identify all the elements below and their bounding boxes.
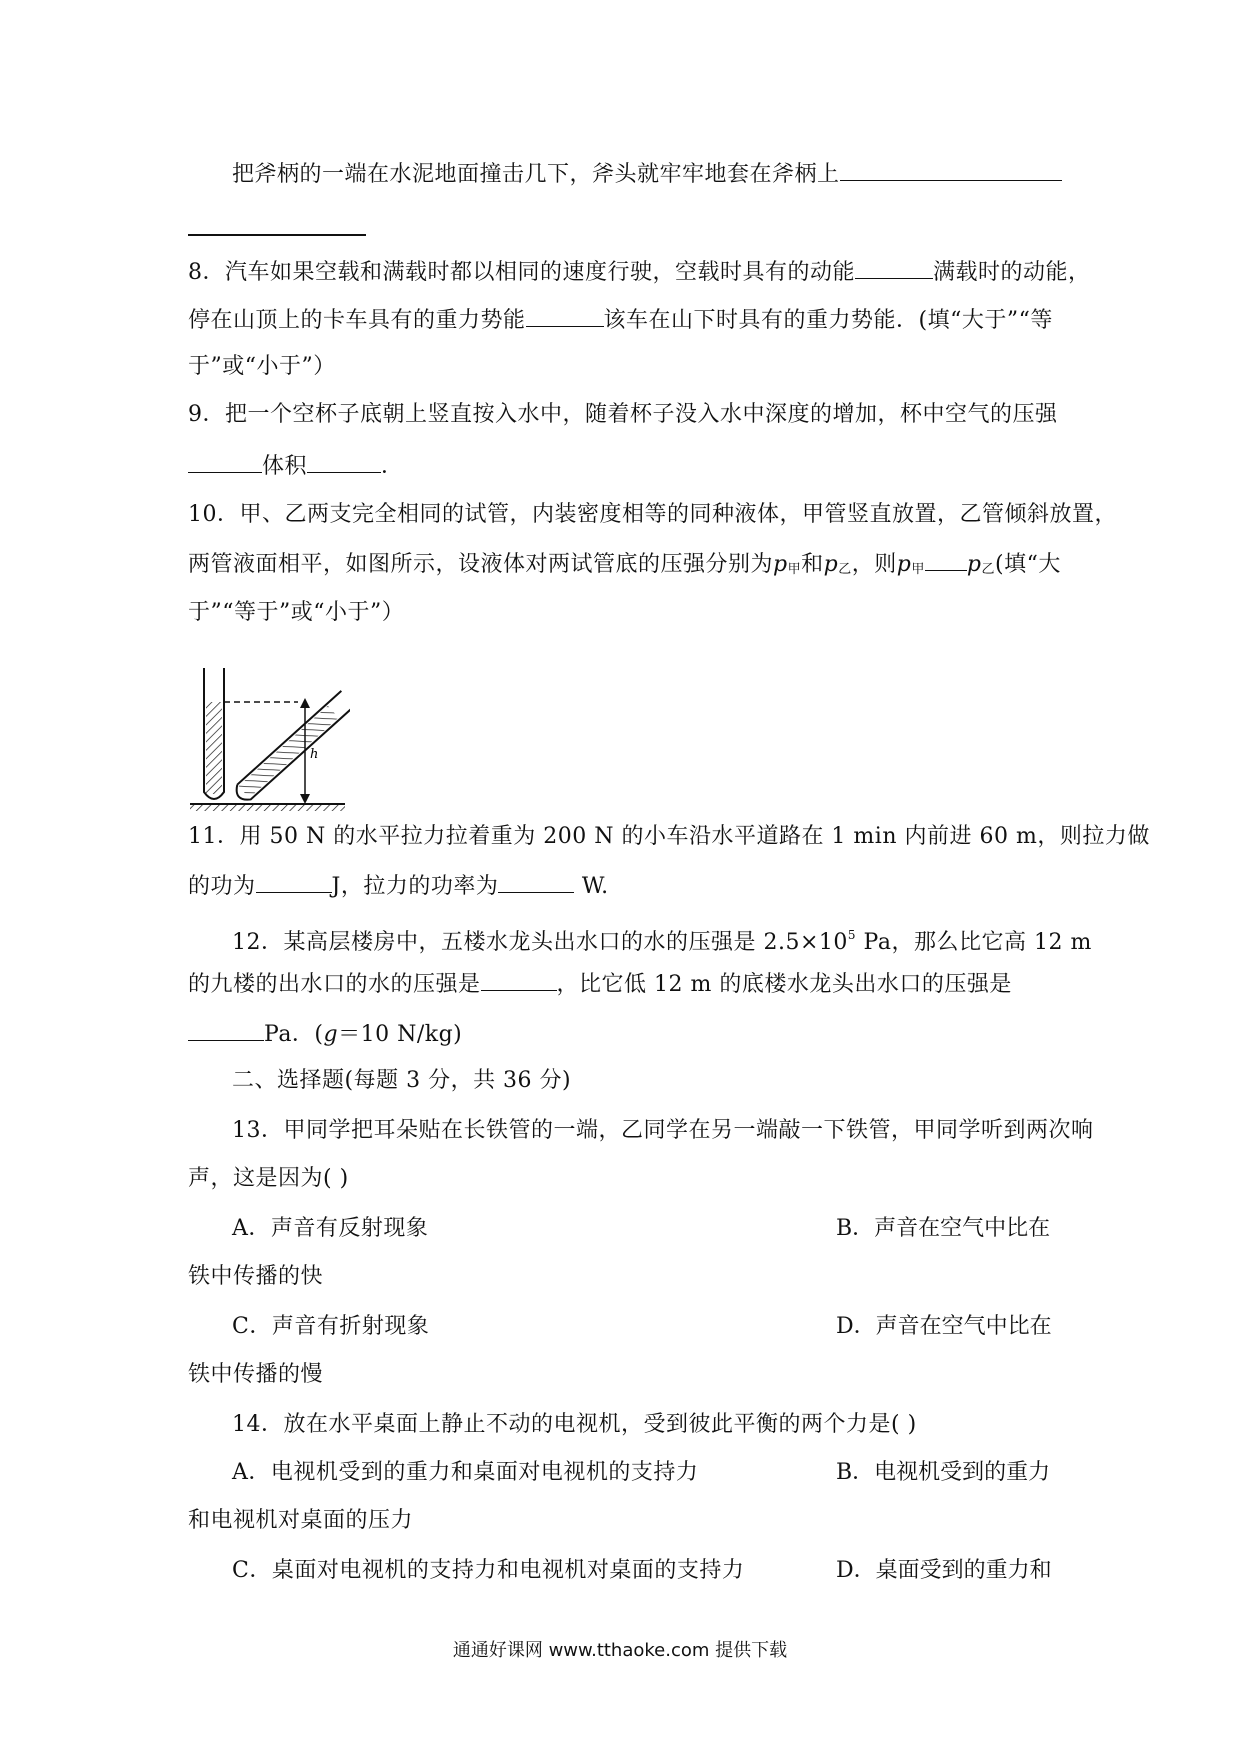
text-line-axe: 把斧柄的一端在水泥地面撞击几下，斧头就牢牢地套在斧柄上 [232,158,1062,190]
question-10-line-3: 于”“等于”或“小于”） [188,600,405,625]
ground [190,804,345,811]
answer-blank [188,450,262,473]
question-11-line-1: 11．用 50 N 的水平拉力拉着重为 200 N 的小车沿水平道路在 1 min 内前进 60 m，则拉力做 [188,824,1150,849]
option-14-c: C．桌面对电视机的支持力和电视机对桌面的支持力 [232,1558,745,1583]
height-arrow [300,698,310,804]
test-tubes-figure [190,664,350,814]
question-13-line-2: 声，这是因为( ) [188,1166,349,1191]
question-10-line-2: 两管液面相平，如图所示，设液体对两试管底的压强分别为p甲和p乙，则p甲 p乙(填“大 [188,548,1061,585]
answer-blank [855,256,933,279]
question-9-line-2: 体积 ． [188,450,404,482]
question-12-line-1: 12．某高层楼房中，五楼水龙头出水口的水的压强是 $2.5\times 10^5$ Pa，那么比它高 12 m [232,928,1092,955]
question-11-line-2: 的功为 J，拉力的功率为 W. [188,870,609,902]
question-8-line-1: 8．汽车如果空载和满载时都以相同的速度行驶，空载时具有的动能 满载时的动能， [188,256,1091,288]
question-13-line-1: 13．甲同学把耳朵贴在长铁管的一端，乙同学在另一端敲一下铁管，甲同学听到两次响 [232,1118,1094,1143]
question-12-line-3: Pa．(g＝10 N/kg) [188,1018,462,1050]
question-8-line-2: 停在山顶上的卡车具有的重力势能 该车在山下时具有的重力势能．(填“大于”“等 [188,304,1053,336]
answer-blank-continuation [188,234,366,236]
question-9-line-1: 9．把一个空杯子底朝上竖直按入水中，随着杯子没入水中深度的增加，杯中空气的压强 [188,402,1058,427]
option-13-b-continuation: 铁中传播的快 [188,1264,324,1289]
vertical-tube [204,668,224,799]
question-14-line-1: 14．放在水平桌面上静止不动的电视机，受到彼此平衡的两个力是( ) [232,1412,917,1437]
option-14-d: D．桌面受到的重力和 [836,1558,1052,1583]
page-footer: 通通好课网 www.tthaoke.com 提供下载 [452,1640,788,1661]
height-label: h [310,747,319,762]
answer-blank [840,158,1062,181]
question-12-line-2: 的九楼的出水口的水的压强是 ，比它低 12 m 的底楼水龙头出水口的压强是 [188,968,1012,1000]
option-13-d: D．声音在空气中比在 [836,1314,1052,1339]
option-13-a: A．声音有反射现象 [232,1216,429,1241]
answer-blank [188,1018,264,1041]
tilted-tube [232,691,350,804]
section-2-heading: 二、选择题(每题 3 分，共 36 分) [232,1068,572,1093]
answer-blank [481,968,557,991]
answer-blank [307,450,381,473]
question-8-line-3: 于”或“小于”） [188,354,336,379]
answer-blank [925,548,967,571]
answer-blank [256,870,332,893]
answer-blank [498,870,574,893]
option-13-d-continuation: 铁中传播的慢 [188,1362,324,1387]
answer-blank [526,304,604,327]
option-14-b: B．电视机受到的重力 [836,1460,1051,1485]
question-10-line-1: 10．甲、乙两支完全相同的试管，内装密度相等的同种液体，甲管竖直放置，乙管倾斜放置， [188,502,1117,527]
option-14-a: A．电视机受到的重力和桌面对电视机的支持力 [232,1460,699,1485]
option-13-b: B．声音在空气中比在 [836,1216,1051,1241]
option-13-c: C．声音有折射现象 [232,1314,430,1339]
option-14-b-continuation: 和电视机对桌面的压力 [188,1508,414,1533]
